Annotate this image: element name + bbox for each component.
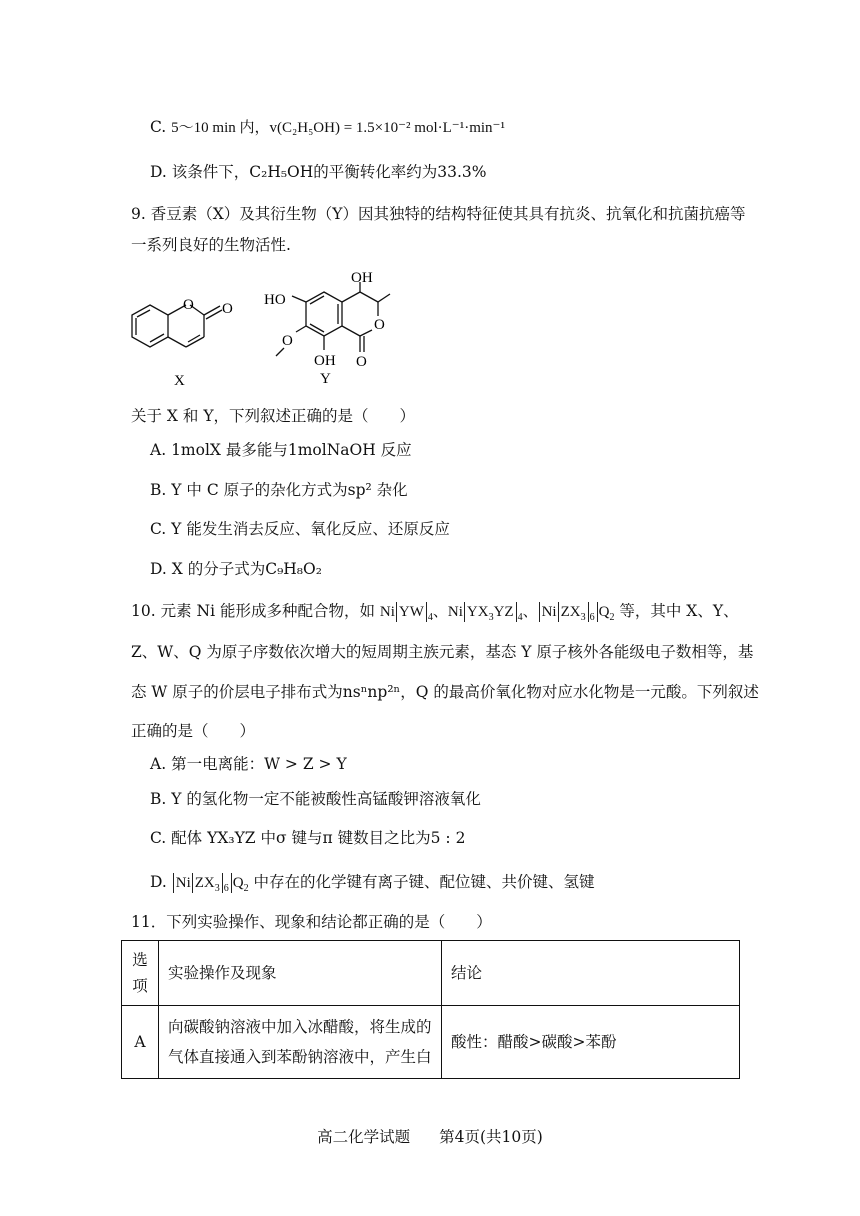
q10-stem-line1: 10. 元素 Ni 能形成多种配合物，如 Ni YW $_4$、Ni $YX_3YZ$ $_4$、 Ni $ZX_3$ $_6$ $Q_2$ 等，其中 X、Y、 (131, 602, 739, 623)
carbonyl-oxygen-label: O (222, 301, 233, 317)
structure-y-label: Y (320, 371, 331, 387)
q10-option-b: B. Y 的氢化物一定不能被酸性高锰酸钾溶液氧化 (150, 790, 481, 808)
ho-left-label: HO (264, 292, 286, 308)
header-operation: 实验操作及现象 (159, 941, 442, 1006)
carbonyl-oxygen-label: O (356, 354, 367, 370)
header-conclusion: 结论 (442, 941, 740, 1006)
header-option: 选项 (122, 941, 159, 1006)
option-label: C. (150, 118, 167, 136)
q8-option-c-text: 5～10 min 内，v(C₂H₅OH) = 1.5×10⁻² mol·L⁻¹·min⁻¹ (171, 120, 505, 136)
q10-option-a: A. 第一电离能：W > Z > Y (150, 755, 347, 773)
ni-complex-formulas: Ni YW $_4$、Ni $YX_3YZ$ $_4$、 Ni $ZX_3$ $_6$ $Q_2$ (379, 604, 615, 623)
q9-question: 关于 X 和 Y，下列叙述正确的是（ ） (131, 407, 416, 425)
q9-stem-line2: 一系列良好的生物活性. (131, 236, 291, 254)
ring-oxygen-label: O (374, 317, 385, 333)
q9-option-c: C. Y 能发生消去反应、氧化反应、还原反应 (150, 520, 450, 538)
option-label: D. (150, 163, 167, 181)
structure-y-diagram (262, 268, 412, 390)
row-conclusion: 酸性：醋酸>碳酸>苯酚 (442, 1006, 740, 1079)
oh-top-label: OH (351, 270, 373, 286)
q10-stem-line3: 态 W 原子的价层电子排布式为nsⁿnp²ⁿ，Q 的最高价氧化物对应水化物是一元酸。下列叙述 (131, 683, 759, 701)
q8-option-d-text: 该条件下，C₂H₅OH的平衡转化率约为33.3% (171, 163, 487, 181)
row-option: A (122, 1006, 159, 1079)
q11-stem: 11．下列实验操作、现象和结论都正确的是（ ） (131, 913, 492, 931)
ring-oxygen-label: O (183, 297, 194, 313)
footer-page: 第4页(共10页) (439, 1128, 543, 1146)
row-operation: 向碳酸钠溶液中加入冰醋酸，将生成的 气体直接通入到苯酚钠溶液中，产生白 (159, 1006, 442, 1079)
q8-option-d (150, 162, 487, 182)
q10-option-d: D. Ni $ZX_3$ $_6$ $Q_2$ 中存在的化学键有离子键、配位键、共价键、氢键 (150, 873, 595, 894)
page-footer (0, 1125, 860, 1147)
table-row (122, 1006, 740, 1079)
q11-table (121, 940, 740, 1079)
q9-option-a: A. 1molX 最多能与1molNaOH 反应 (150, 441, 412, 459)
table-header-row (122, 941, 740, 1006)
methoxy-oxygen-label: O (282, 333, 293, 349)
oh-bottom-label: OH (314, 353, 336, 369)
q10-option-c: C. 配体 YX₃YZ 中σ 键与π 键数目之比为5 : 2 (150, 829, 466, 847)
footer-title: 高二化学试题 (317, 1128, 411, 1146)
structure-x-label: X (174, 373, 185, 389)
structure-x-diagram (128, 290, 258, 390)
ni-complex-formula: Ni $ZX_3$ $_6$ $Q_2$ (172, 875, 249, 891)
q8-option-c (150, 117, 505, 138)
q9-option-b: B. Y 中 C 原子的杂化方式为sp² 杂化 (150, 481, 408, 499)
q10-stem-line4: 正确的是（ ） (131, 722, 256, 740)
q10-stem-line2: Z、W、Q 为原子序数依次增大的短周期主族元素，基态 Y 原子核外各能级电子数相等，基 (131, 643, 754, 661)
q9-option-d: D. X 的分子式为C₉H₈O₂ (150, 560, 322, 578)
q9-stem-line1: 9. 香豆素（X）及其衍生物（Y）因其独特的结构特征使其具有抗炎、抗氧化和抗菌抗癌等 (131, 205, 746, 223)
